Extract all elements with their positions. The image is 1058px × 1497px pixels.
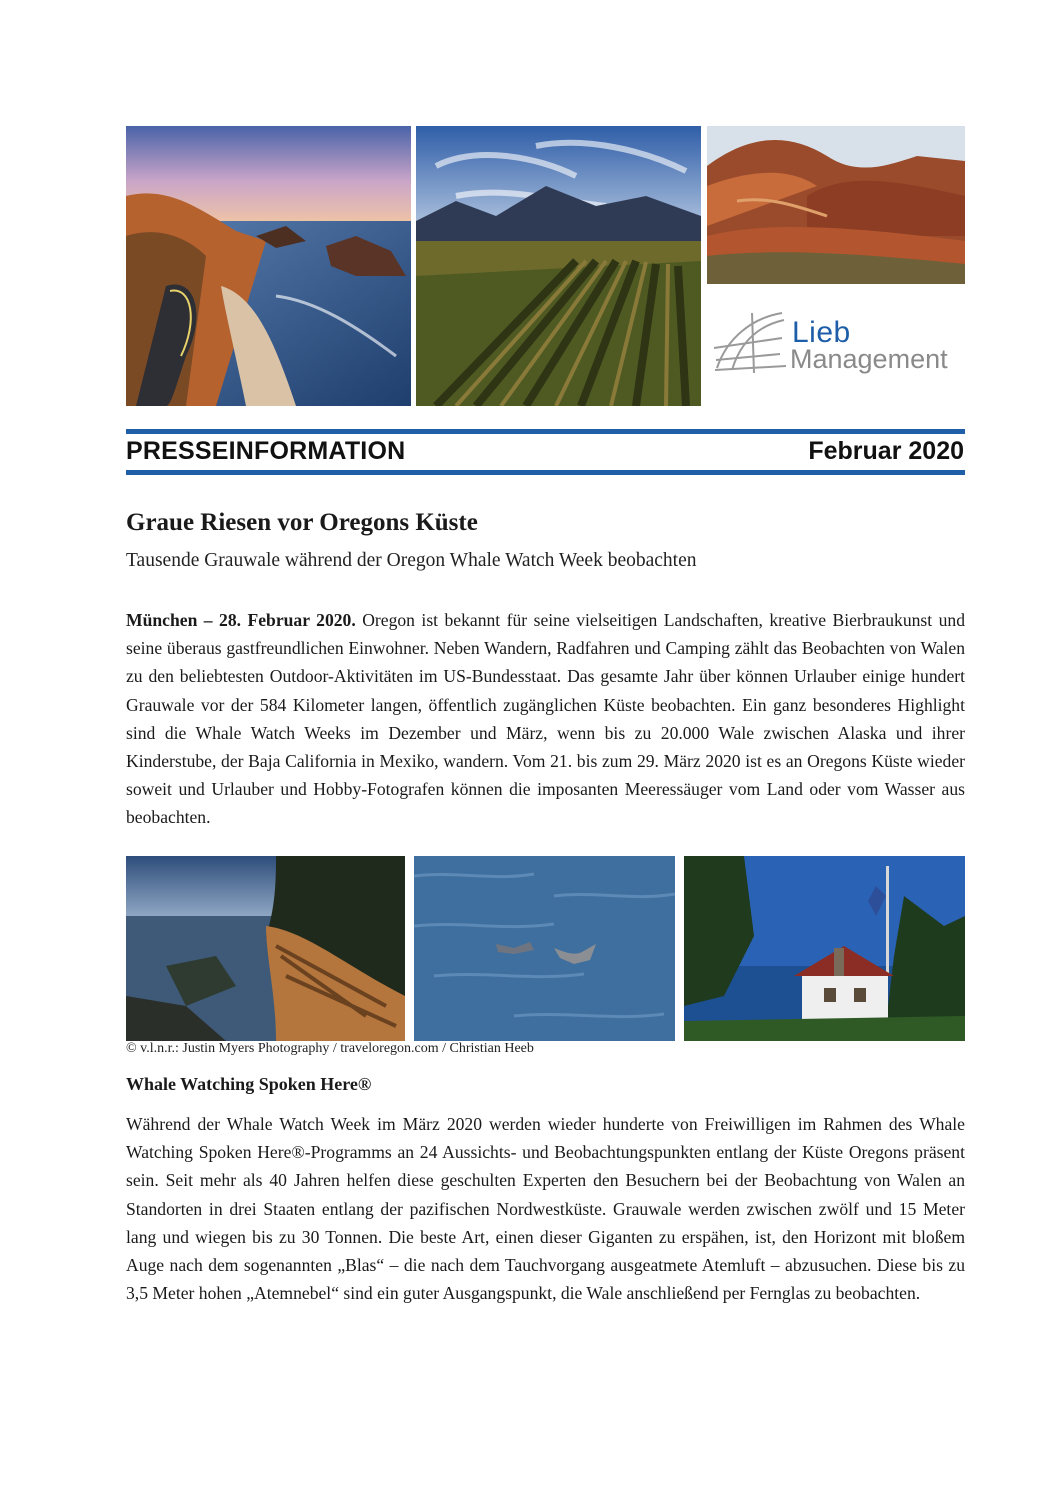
globe-logo-icon <box>712 308 788 378</box>
photo-credit: © v.l.n.r.: Justin Myers Photography / traveloregon.com / Christian Heeb <box>126 1041 534 1056</box>
whale-tail-photo <box>414 856 675 1041</box>
lighthouse-house-photo <box>684 856 965 1041</box>
header-rule-bottom <box>126 470 965 475</box>
header-rule-top <box>126 429 965 434</box>
rocky-coast-photo <box>126 856 405 1041</box>
coast-highway-photo <box>126 126 411 406</box>
paragraph-1-text: Oregon ist bekannt für seine vielseitigen Landschaften, kreative Bierbraukunst und seine überaus gastfreundlichen Einwohner. Neben Wandern, Radfahren und Camping zählt das Beobachten von Walen zu den beliebtesten Outdoor-Aktivitäten im US-Bundesstaat. Das gesamte Jahr über können Urlauber einige hundert Grauwale vor der 584 Kilometer langen, öffentlich zugänglichen Küste beobachten. Ein ganz besonderes Highlight sind die Whale Watch Weeks im Dezember und März, wenn bis zu 20.000 Wale zwischen Alaska und ihrer Kinderstube, der Baja California in Mexiko, wandern. Vom 21. bis zum 29. März 2020 ist es an Oregons Küste wieder soweit und Urlauber und Hobby-Fotografen können die imposanten Meeressäuger vom Land oder vom Wasser aus beobachten. <box>126 610 965 828</box>
lieb-management-logo <box>712 308 964 380</box>
article-headline: Graue Riesen vor Oregons Küste <box>126 509 478 536</box>
press-information-label: PRESSEINFORMATION <box>126 437 406 465</box>
section-heading: Whale Watching Spoken Here® <box>126 1074 372 1094</box>
article-subheadline: Tausende Grauwale während der Oregon Whale Watch Week beobachten <box>126 550 697 571</box>
article-paragraph-2: Während der Whale Watch Week im März 2020 werden wieder hunderte von Freiwilligen im Rahmen des Whale Watching Spoken Here®-Programms an 24 Aussichts- und Beobachtungspunkten entlang der Küste Oregons präsent sein. Seit mehr als 40 Jahren helfen diese geschulten Experten den Besuchern bei der Beobachtung von Walen an Standorten in drei Staaten entlang der pazifischen Nordwestküste. Grauwale werden zwischen zwölf und 15 Meter lang und wiegen bis zu 30 Tonnen. Die beste Art, einen dieser Giganten zu erspähen, ist, den Horizont mit bloßem Auge nach dem sogenannten „Blas“ – die nach dem Tauchvorgang ausgeatmete Atemluft – abzusuchen. Diese bis zu 3,5 Meter hohen „Atemnebel“ sind ein guter Ausgangspunkt, die Wale anschließend per Fernglas zu beobachten. <box>126 1114 965 1304</box>
logo-text-lieb: Lieb <box>792 316 851 349</box>
article-paragraph-1 <box>126 606 965 832</box>
painted-hills-photo <box>707 126 965 284</box>
dateline: München – 28. Februar 2020. <box>126 610 356 630</box>
logo-text-management: Management <box>790 344 948 374</box>
vineyard-photo <box>416 126 701 406</box>
press-date: Februar 2020 <box>808 437 964 465</box>
